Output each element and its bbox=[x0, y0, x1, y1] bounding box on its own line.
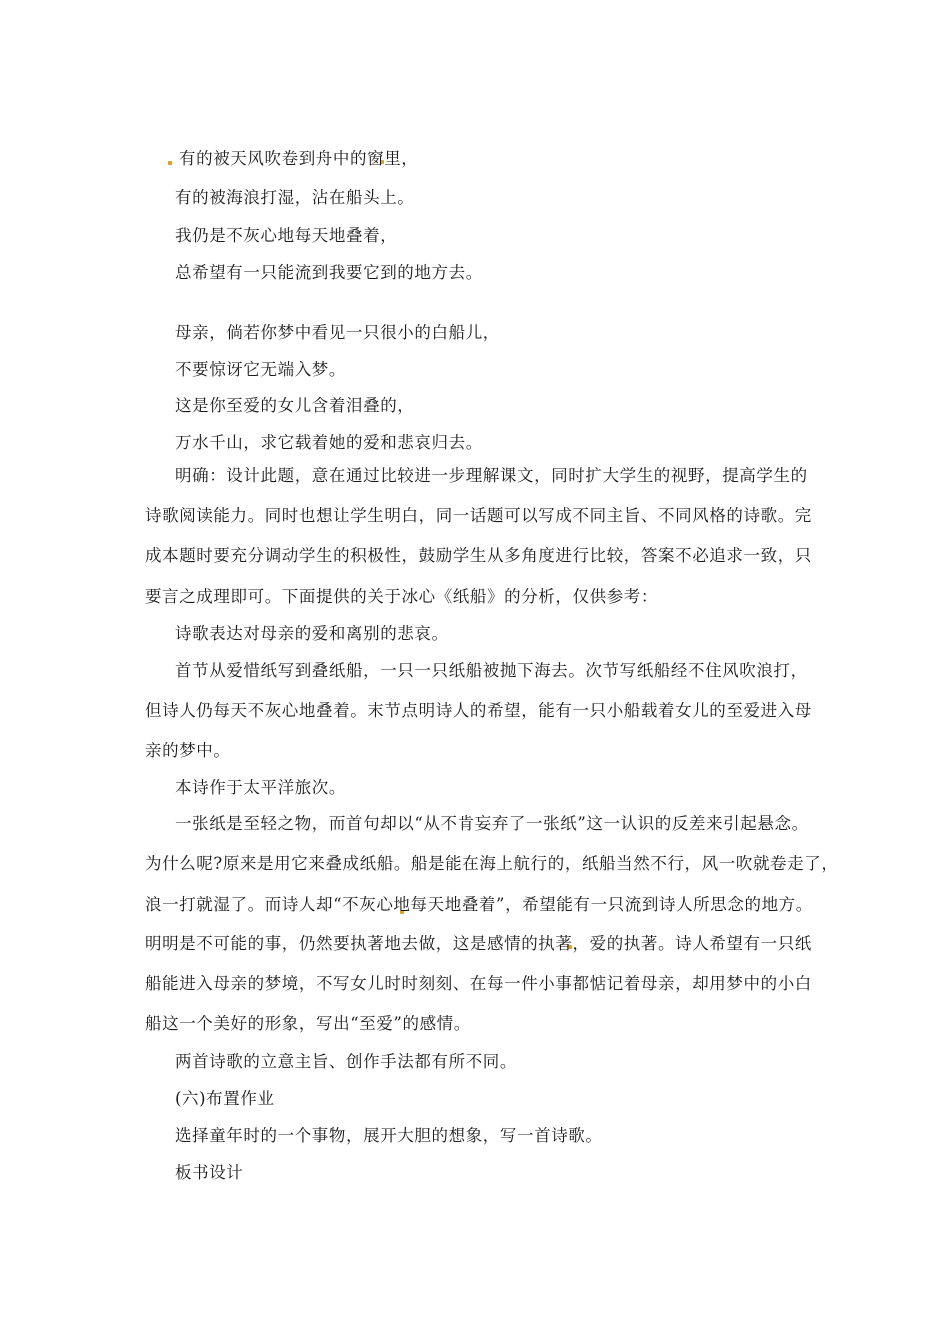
board-design-heading: 板书设计 bbox=[175, 1163, 244, 1182]
analysis-line: 明明是不可能的事，仍然要执著地去做，这是感情的执著，爱的执著。诗人希望有一只纸 bbox=[145, 934, 812, 953]
poem-line: 总希望有一只能流到我要它到的地方去。 bbox=[175, 263, 483, 282]
explanation-line: 诗歌阅读能力。同时也想让学生明白，同一话题可以写成不同主旨、不同风格的诗歌。完 bbox=[145, 506, 812, 525]
analysis-line: 一张纸是至轻之物，而首句却以“从不肯妄弃了一张纸”这一认识的反差来引起悬念。 bbox=[175, 814, 809, 833]
poem-line: 母亲，倘若你梦中看见一只很小的白船儿， bbox=[175, 323, 500, 342]
analysis-line: 亲的梦中。 bbox=[145, 741, 231, 760]
analysis-line: 船能进入母亲的梦境，不写女儿时时刻刻、在每一件小事都惦记着母亲，却用梦中的小白 bbox=[145, 974, 812, 993]
poem-line: 有的被海浪打湿，沾在船头上。 bbox=[175, 188, 415, 207]
analysis-line: 但诗人仍每天不灰心地叠着。末节点明诗人的希望，能有一只小船载着女儿的至爱进入母 bbox=[145, 701, 812, 720]
explanation-line: 要言之成理即可。下面提供的关于冰心《纸船》的分析，仅供参考： bbox=[145, 587, 658, 606]
homework-heading: (六)布置作业 bbox=[175, 1089, 275, 1108]
marker-dot bbox=[168, 161, 172, 165]
analysis-line: 为什么呢?原来是用它来叠成纸船。船是能在海上航行的，纸船当然不行，风一吹就卷走了， bbox=[145, 854, 839, 873]
poem-line: 万水千山，求它载着她的爱和悲哀归去。 bbox=[175, 433, 483, 452]
explanation-line: 明确：设计此题，意在通过比较进一步理解课文，同时扩大学生的视野，提高学生的 bbox=[175, 466, 808, 485]
analysis-line: 本诗作于太平洋旅次。 bbox=[175, 778, 346, 797]
analysis-line: 诗歌表达对母亲的爱和离别的悲哀。 bbox=[175, 624, 449, 643]
poem-line: 不要惊讶它无端入梦。 bbox=[175, 360, 346, 379]
poem-line: 有的被天风吹卷到舟中的窗里， bbox=[179, 149, 419, 168]
poem-line: 我仍是不灰心地每天地叠着， bbox=[175, 226, 398, 245]
analysis-line: 首节从爱惜纸写到叠纸船，一只一只纸船被抛下海去。次节写纸船经不住风吹浪打， bbox=[175, 661, 808, 680]
analysis-line: 两首诗歌的立意主旨、创作手法都有所不同。 bbox=[175, 1052, 517, 1071]
homework-task: 选择童年时的一个事物，展开大胆的想象，写一首诗歌。 bbox=[175, 1126, 603, 1145]
poem-line: 这是你至爱的女儿含着泪叠的， bbox=[175, 396, 415, 415]
analysis-line: 浪一打就湿了。而诗人却“不灰心地每天地叠着”，希望能有一只流到诗人所思念的地方。 bbox=[145, 895, 813, 914]
analysis-line: 船这一个美好的形象，写出“至爱”的感情。 bbox=[145, 1014, 471, 1033]
explanation-line: 成本题时要充分调动学生的积极性，鼓励学生从多角度进行比较，答案不必追求一致，只 bbox=[145, 546, 812, 565]
